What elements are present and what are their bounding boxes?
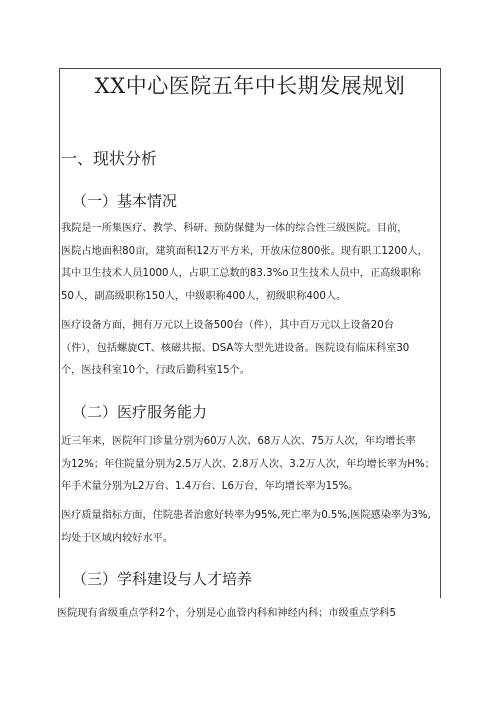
text-line: 我院是一所集医疗、教学、科研、预防保健为一体的综合性三级医院。目前， — [61, 223, 408, 234]
paragraph-basic-info-1 — [61, 218, 439, 308]
document-title: XX中心医院五年中长期发展规划 — [94, 74, 406, 98]
subsection-heading-basic-info: （一）基本情况 — [72, 192, 178, 210]
subsection-heading-medical-service: （二）医疗服务能力 — [72, 403, 208, 421]
text-line: 年手术量分别为L2万台、1.4万台、L6万台，年均增长率为15%。 — [61, 481, 359, 492]
text-line: 医疗质量指标方面，住院患者治愈好转率为95%,死亡率为0.5%,医院感染率为3%, — [61, 510, 431, 521]
paragraph-medical-service-1 — [61, 431, 439, 499]
text-line: 50人，副高级职称150人，中级职称400人，初级职称400人。 — [61, 290, 347, 302]
text-line: （件），包括螺旋CT、核磁共振、DSA等大型先进设备。医院设有临床科室30 — [61, 342, 410, 354]
text-line: 个，医技科室10个，行政后勤科室15个。 — [61, 365, 250, 376]
paragraph-basic-info-2 — [61, 315, 439, 383]
section-heading-status-analysis: 一、现状分析 — [61, 149, 158, 168]
subsection-heading-discipline-talent: （三）学科建设与人才培养 — [72, 570, 253, 588]
text-line: 医院占地面积80亩，建筑面积12万平方米，开放床位800张。现有职工1200人， — [61, 245, 428, 257]
text-line: 为12%；年住院量分别为2.5万人次、2.8万人次、3.2万人次，年均增长率为H%； — [61, 458, 435, 470]
paragraph-medical-service-2 — [61, 505, 439, 550]
text-line: 近三年来，医院年门诊量分别为60万人次、68万人次、75万人次，年均增长率 — [61, 436, 416, 447]
text-line: 其中卫生技术人员1000人，占职工总数的83.3%o卫生技术人员中，正高级职称 — [61, 268, 421, 279]
paragraph-discipline-1: 医院现有省级重点学科2个，分别是心血管内科和神经内科；市级重点学科5 — [57, 608, 396, 619]
text-line: 均处于区域内较好水平。 — [61, 532, 174, 544]
text-line: 医疗设备方面，拥有万元以上设备500台（件），其中百万元以上设备20台 — [61, 320, 394, 331]
